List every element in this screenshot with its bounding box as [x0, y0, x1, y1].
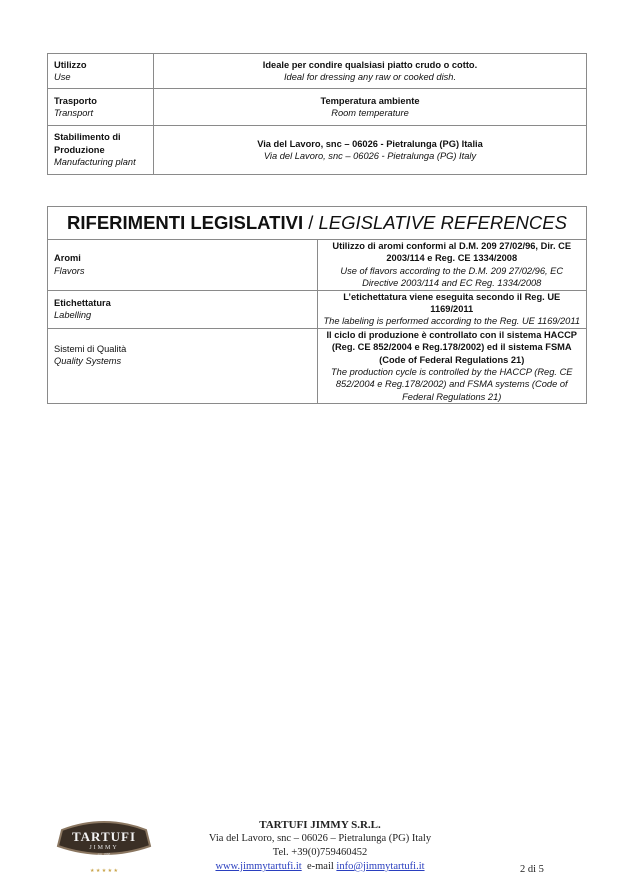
logo-tagline: est. 1968 [97, 852, 111, 856]
label-it: Stabilimento di Produzione [54, 132, 121, 155]
row-value [317, 328, 587, 403]
row-value [154, 89, 587, 126]
row-label [48, 328, 318, 403]
row-label [48, 89, 154, 126]
email-label: e-mail [306, 861, 334, 872]
section-title-separator: / [303, 212, 319, 233]
label-it: Trasporto [54, 95, 97, 106]
row-value [154, 54, 587, 89]
label-en: Quality Systems [54, 356, 122, 367]
label-it: Etichettatura [54, 297, 111, 308]
label-en: Labelling [54, 310, 92, 321]
table-row [48, 126, 587, 175]
page-number: 2 di 5 [520, 864, 544, 875]
row-label [48, 54, 154, 89]
row-label [48, 290, 318, 328]
value-it: Ideale per condire qualsiasi piatto crudo o cotto. [262, 59, 478, 70]
value-it: Utilizzo di aromi conformi al D.M. 209 27/02/96, Dir. CE 2003/114 e Reg. CE 1334/2008 [332, 241, 572, 264]
logo-text-main: TARTUFI [71, 829, 137, 844]
table-row [48, 89, 587, 126]
value-en: The production cycle is controlled by the HACCP (Reg. CE 852/2004 e Reg.178/2002) and FSMA systems (Code of Federal Regulations 21) [331, 367, 573, 402]
table-row [48, 240, 587, 291]
website-link[interactable]: www.jimmytartufi.it [215, 861, 302, 872]
table-row [48, 54, 587, 89]
footer-company: TARTUFI JIMMY S.R.L. [259, 819, 381, 831]
row-value [317, 290, 587, 328]
footer-contacts [0, 860, 640, 874]
value-it: Via del Lavoro, snc – 06026 - Pietralunga (PG) Italia [257, 138, 483, 149]
table-row [48, 290, 587, 328]
section-title-en: LEGISLATIVE REFERENCES [318, 212, 567, 233]
value-en: Room temperature [331, 108, 409, 118]
value-en: Via del Lavoro, snc – 06026 - Pietralunga (PG) Italy [263, 151, 477, 161]
value-en: The labeling is performed according to the Reg. UE 1169/2011 [323, 316, 581, 327]
label-en: Manufacturing plant [54, 157, 136, 168]
value-it: Temperatura ambiente [320, 95, 420, 106]
value-it: L’etichettatura viene eseguita secondo il Reg. UE 1169/2011 [343, 291, 561, 315]
logo-text-sub: JIMMY [89, 845, 119, 851]
legislative-references-table [47, 206, 587, 404]
value-en: Ideal for dressing any raw or cooked dish. [283, 72, 457, 82]
section-title-it: RIFERIMENTI LEGISLATIVI [67, 212, 304, 233]
row-label [48, 240, 318, 291]
page-footer [0, 818, 640, 874]
label-it: Sistemi di Qualità [54, 343, 127, 354]
value-it: Il ciclo di produzione è controllato con il sistema HACCP (Reg. CE 852/2004 e Reg.178/2002) ed il sistema FSMA (Code of Federal Regulations 21) [326, 329, 578, 365]
row-value [154, 126, 587, 175]
table-header-row [48, 207, 587, 240]
label-en: Flavors [54, 265, 85, 276]
product-info-table [47, 53, 587, 175]
section-title [48, 207, 587, 240]
label-en: Transport [54, 108, 94, 118]
email-link[interactable]: info@jimmytartufi.it [336, 861, 425, 872]
footer-address: Via del Lavoro, snc – 06026 – Pietralunga (PG) Italy [208, 833, 432, 844]
value-en: Use of flavors according to the D.M. 209 27/02/96, EC Directive 2003/114 and EC Reg. 1334/2008 [340, 265, 564, 289]
label-it: Utilizzo [54, 59, 87, 70]
footer-phone: Tel. +39(0)759460452 [272, 847, 368, 858]
table-row [48, 328, 587, 403]
logo-stars: ★ ★ ★ ★ ★ [90, 868, 118, 874]
row-value [317, 240, 587, 291]
label-en: Use [54, 72, 71, 82]
label-it: Aromi [54, 253, 81, 264]
row-label [48, 126, 154, 175]
